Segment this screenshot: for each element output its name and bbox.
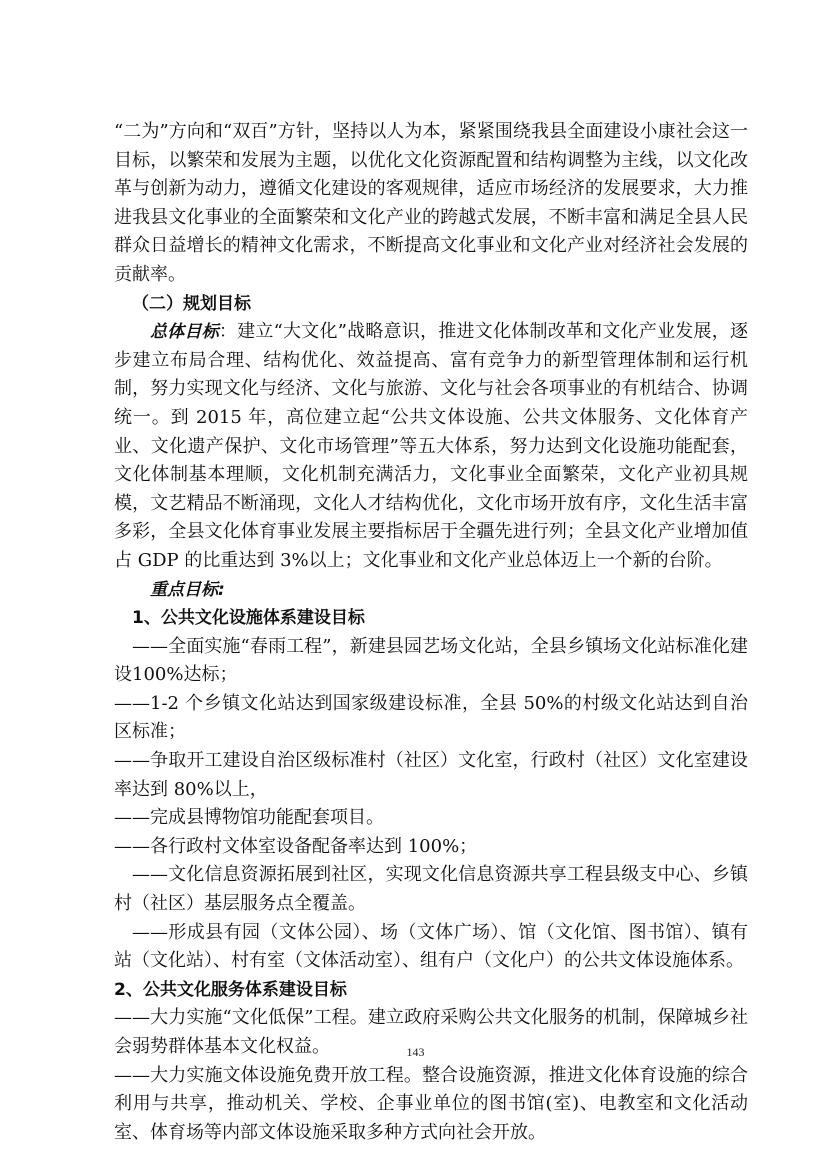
list-item: ——大力实施文体设施免费开放工程。整合设施资源，推进文化体育设施的综合利用与共享，推动机关、学校、企事业单位的图书馆(室)、电教室和文化活动室、体育场等内部文体设施采取多种方式向社会开放。 [114, 1064, 748, 1143]
overall-goal-text: ：建立“大文化”战略意识，推进文化体制改革和文化产业发展，逐步建立布局合理、结构优化、效益提高、富有竞争力的新型管理体制和运行机制，努力实现文化与经济、文化与旅游、文化与社会各项事业的有机结合、协调统一。到 2015 年，高位建立起“公共文体设施、公共文体服务、文化体育产业、文化遗产保护、文化市场管理”等五大体系，努力达到文化设施功能配套，文化体制基本理顺，文化机制充满活力，文化事业全面繁荣，文化产业初具规模，文艺精品不断涌现，文化人才结构优化，文化市场开放有序，文化生活丰富多彩，全县文化体育事业发展主要指标居于全疆先进行列；全县文化产业增加值占 GDP 的比重达到 3%以上；文化事业和文化产业总体迈上一个新的台阶。 [114, 321, 748, 571]
document-body [114, 118, 748, 1147]
section-heading-planning-goals: （二）规划目标 [132, 293, 251, 314]
key-goal-colon: : [218, 579, 225, 600]
key-goal-label: 重点目标 [150, 579, 218, 600]
list-item: ——形成县有园（文体公园）、场（文体广场）、馆（文化馆、图书馆）、镇有站（文化站）、村有室（文体活动室）、组有户（文化户）的公共文体设施体系。 [114, 921, 748, 972]
intro-paragraph: “二为”方向和“双百”方针，坚持以人为本，紧紧围绕我县全面建设小康社会这一目标，以繁荣和发展为主题，以优化文化资源配置和结构调整为主线，以文化改革与创新为动力，遵循文化建设的客观规律，适应市场经济的发展要求，大力推进我县文化事业的全面繁荣和文化产业的跨越式发展，不断丰富和满足全县人民群众日益增长的精神文化需求，不断提高文化事业和文化产业对经济社会发展的贡献率。 [114, 121, 748, 285]
key-goal-line [114, 576, 748, 605]
list-item: ——争取开工建设自治区级标准村（社区）文化室，行政村（社区）文化室建设率达到 80%以上， [114, 750, 748, 800]
list-item: ——全面实施“春雨工程”，新建县园艺场文化站，全县乡镇场文化站标准化建设100%达标； [114, 635, 748, 686]
overall-goal-paragraph [114, 318, 748, 575]
list-item: ——1-2 个乡镇文化站达到国家级建设标准，全县 50%的村级文化站达到自治区标准； [114, 692, 748, 743]
subsection-heading-facilities: 1、公共文化设施体系建设目标 [132, 608, 365, 629]
list-item: ——大力实施“文化低保”工程。建立政府采购公共文化服务的机制，保障城乡社会弱势群体基本文化权益。 [114, 1007, 748, 1057]
page-number: 143 [406, 1045, 425, 1059]
overall-goal-label: 总体目标 [150, 322, 219, 343]
subsection-heading-services: 2、公共文化服务体系建设目标 [114, 979, 347, 1000]
list-item: ——完成县博物馆功能配套项目。 [114, 807, 384, 829]
list-item: ——文化信息资源拓展到社区，实现文化信息资源共享工程县级支中心、乡镇村（社区）基层服务点全覆盖。 [114, 864, 748, 915]
list-item: ——各行政村文体室设备配备率达到 100%； [114, 835, 478, 857]
